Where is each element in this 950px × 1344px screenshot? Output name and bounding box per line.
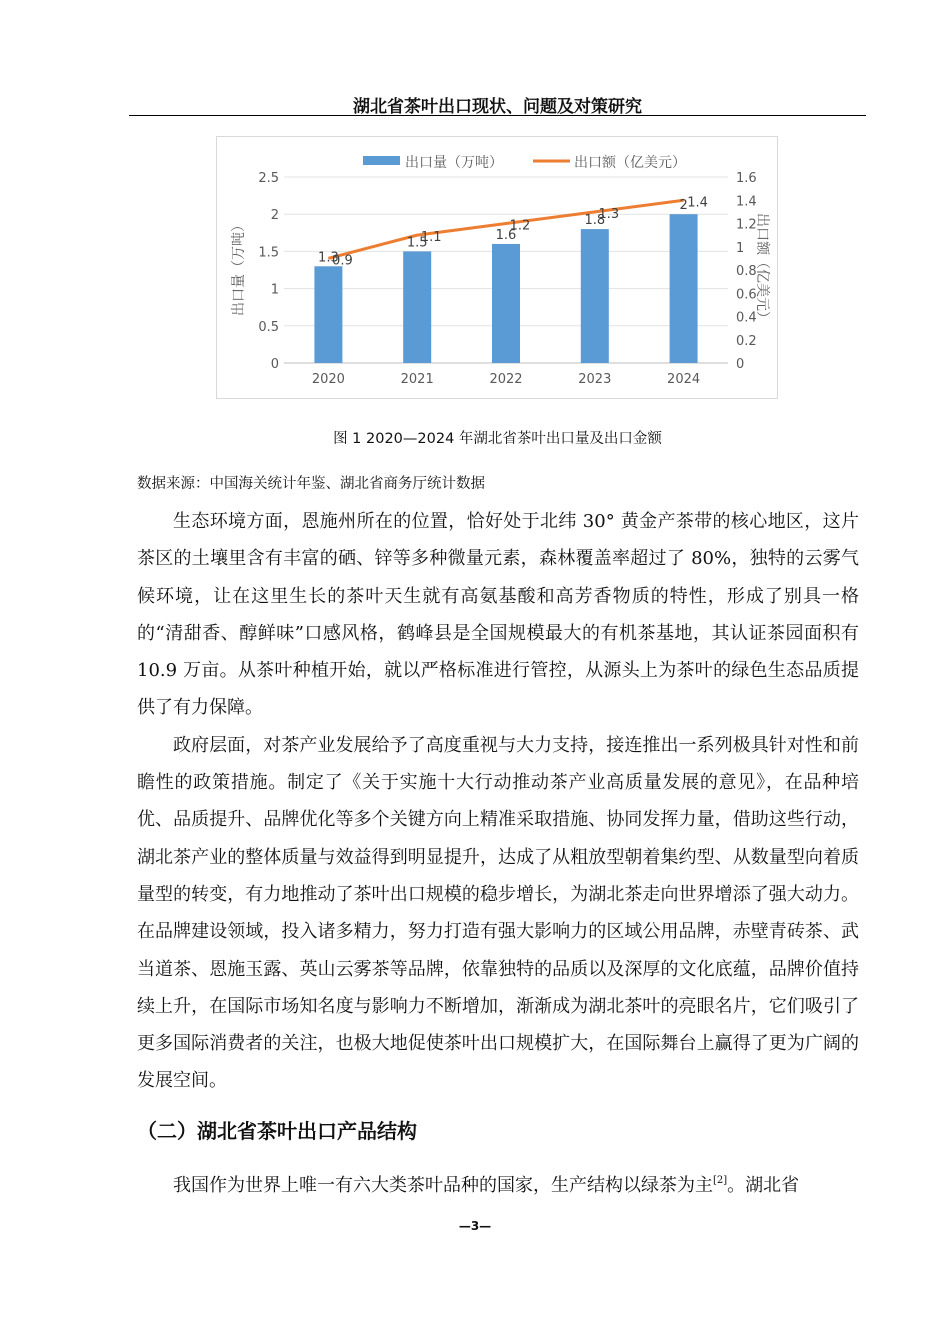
y2-tick-label: 1 <box>736 240 745 256</box>
body-text <box>137 503 859 1100</box>
legend-swatch-bar <box>363 156 400 165</box>
paragraph-ecology: 生态环境方面，恩施州所在的位置，恰好处于北纬 30° 黄金产茶带的核心地区，这片茶区的土壤里含有丰富的硒、锌等多种微量元素，森林覆盖率超过了 80%，独特的云雾气候环境，让在这里生长的茶叶天生就有高氨基酸和高芳香物质的特性，形成了别具一格的“清甜香、醇鲜味”口感风格，鹤峰县是全国规模最大的有机茶基地，其认证茶园面积有 10.9 万亩。从茶叶种植开始，就以严格标准进行管控，从源头上为茶叶的绿色生态品质提供了有力保障。 <box>137 511 859 719</box>
citation[interactable]: [2] <box>713 1175 728 1186</box>
bar <box>492 244 520 363</box>
paragraph-structure <box>137 1162 859 1204</box>
y-axis-title: 出口量（万吨） <box>231 218 247 316</box>
figure-caption: 图 1 2020—2024 年湖北省茶叶出口量及出口金额 <box>333 431 662 447</box>
paragraph-government: 政府层面，对茶产业发展给予了高度重视与大力支持，接连推出一系列极具针对性和前瞻性的政策措施。制定了《关于实施十大行动推动茶产业高质量发展的意见》，在品种培优、品质提升、品牌优化等多个关键方向上精准采取措施、协同发挥力量，借助这些行动，湖北茶产业的整体质量与效益得到明显提升，达成了从粗放型朝着集约型、从数量型向着质量型的转变，有力地推动了茶叶出口规模的稳步增长，为湖北茶走向世界增添了强大动力。在品牌建设领域，投入诸多精力，努力打造有强大影响力的区域公用品牌，赤壁青砖茶、武当道茶、恩施玉露、英山云雾茶等品牌，依靠独特的品质以及深厚的文化底蕴，品牌价值持续上升，在国际市场知名度与影响力不断增加，渐渐成为湖北茶叶的亮眼名片，它们吸引了更多国际消费者的关注，也极大地促使茶叶出口规模扩大，在国际舞台上赢得了更为广阔的发展空间。 <box>137 734 859 1092</box>
bar-data-label: 2 <box>679 198 688 214</box>
bar-data-label: 1.3 <box>318 250 339 266</box>
y2-tick-label: 0.2 <box>736 333 757 349</box>
x-tick-label: 2024 <box>667 372 701 387</box>
paragraph-text-after: 。湖北省 <box>727 1175 800 1196</box>
y2-tick-label: 1.4 <box>736 194 757 210</box>
y2-axis-title: 出口额（亿美元） <box>754 213 770 325</box>
data-source: 数据来源：中国海关统计年鉴、湖北省商务厅统计数据 <box>137 476 485 492</box>
x-tick-label: 2022 <box>489 372 523 387</box>
legend-label-bar: 出口量（万吨） <box>405 155 503 171</box>
line-data-label: 1.3 <box>598 206 620 222</box>
section-heading: （二）湖北省茶叶出口产品结构 <box>137 1119 417 1143</box>
bar-data-label: 1.6 <box>495 227 517 243</box>
y2-tick-label: 0.8 <box>736 264 757 279</box>
bar-data-label: 1.8 <box>584 213 606 229</box>
y2-tick-label: 1.2 <box>736 217 757 233</box>
bar-data-label: 1.5 <box>406 235 428 251</box>
y-tick-label: 0 <box>270 357 279 372</box>
paragraph-text: 我国作为世界上唯一有六大类茶叶品种的国家，生产结构以绿茶为主 <box>173 1175 713 1196</box>
y-tick-label: 1.5 <box>258 245 279 261</box>
y2-tick-label: 1.6 <box>736 171 757 186</box>
header-rule <box>129 115 866 116</box>
chart-legend <box>363 154 686 171</box>
y-tick-label: 2.5 <box>258 171 279 186</box>
y-tick-label: 0.5 <box>258 319 279 335</box>
chart-svg <box>217 137 777 398</box>
bar <box>670 214 698 363</box>
line-data-label: 1.2 <box>509 218 531 234</box>
line-data-label: 1.4 <box>687 195 708 211</box>
chart <box>216 136 778 399</box>
y2-tick-label: 0.6 <box>736 287 757 303</box>
y2-tick-label: 0 <box>736 357 745 372</box>
x-tick-label: 2020 <box>311 372 345 387</box>
y2-tick-label: 0.4 <box>736 310 757 326</box>
y-tick-label: 2 <box>270 208 279 224</box>
y-tick-label: 1 <box>270 282 279 298</box>
legend-label-line: 出口额（亿美元） <box>574 155 686 171</box>
running-header: 湖北省茶叶出口现状、问题及对策研究 <box>353 97 642 117</box>
line-data-label: 1.1 <box>420 230 442 246</box>
bar <box>403 251 431 363</box>
bar <box>314 266 342 363</box>
bar <box>581 229 609 363</box>
page-number: —3— <box>458 1219 492 1233</box>
x-tick-label: 2023 <box>578 372 612 387</box>
line-data-label: 0.9 <box>332 253 353 269</box>
x-tick-label: 2021 <box>400 372 434 387</box>
